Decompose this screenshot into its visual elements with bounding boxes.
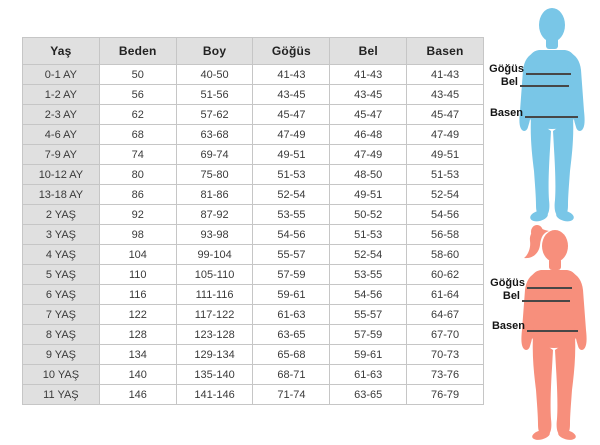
cell-height: 123-128 [176,325,253,345]
cell-height: 99-104 [176,245,253,265]
girl-waist-measure-line [522,300,570,302]
table-row [23,305,484,325]
cell-chest: 51-53 [253,165,330,185]
cell-waist: 61-63 [330,365,407,385]
cell-age: 8 YAŞ [23,325,100,345]
cell-hip: 60-62 [407,265,484,285]
girl-chest-label: Göğüs [490,277,525,289]
cell-height: 87-92 [176,205,253,225]
cell-age: 7-9 AY [23,145,100,165]
cell-age: 10-12 AY [23,165,100,185]
cell-chest: 52-54 [253,185,330,205]
cell-waist: 59-61 [330,345,407,365]
table-row [23,325,484,345]
cell-age: 2 YAŞ [23,205,100,225]
cell-height: 135-140 [176,365,253,385]
column-header-gogus: Göğüs [253,38,330,65]
table-row [23,125,484,145]
cell-chest: 68-71 [253,365,330,385]
cell-size: 92 [99,205,176,225]
cell-chest: 53-55 [253,205,330,225]
cell-hip: 56-58 [407,225,484,245]
cell-chest: 57-59 [253,265,330,285]
cell-hip: 58-60 [407,245,484,265]
table-row [23,205,484,225]
column-header-boy: Boy [176,38,253,65]
cell-chest: 54-56 [253,225,330,245]
table-row [23,165,484,185]
cell-age: 2-3 AY [23,105,100,125]
cell-chest: 41-43 [253,65,330,85]
cell-chest: 63-65 [253,325,330,345]
cell-age: 4 YAŞ [23,245,100,265]
cell-waist: 49-51 [330,185,407,205]
cell-chest: 71-74 [253,385,330,405]
cell-height: 141-146 [176,385,253,405]
cell-waist: 50-52 [330,205,407,225]
cell-hip: 45-47 [407,105,484,125]
cell-chest: 43-45 [253,85,330,105]
cell-age: 0-1 AY [23,65,100,85]
cell-size: 98 [99,225,176,245]
cell-age: 10 YAŞ [23,365,100,385]
boy-waist-label: Bel [500,76,518,88]
cell-height: 63-68 [176,125,253,145]
cell-waist: 47-49 [330,145,407,165]
cell-age: 13-18 AY [23,185,100,205]
cell-hip: 54-56 [407,205,484,225]
cell-chest: 55-57 [253,245,330,265]
cell-waist: 63-65 [330,385,407,405]
cell-chest: 65-68 [253,345,330,365]
table-row [23,385,484,405]
cell-waist: 52-54 [330,245,407,265]
girl-hip-measure-line [527,330,578,332]
cell-hip: 67-70 [407,325,484,345]
boy-waist-measure-line [520,85,569,87]
column-header-basen: Basen [407,38,484,65]
column-header-yas: Yaş [23,38,100,65]
cell-size: 86 [99,185,176,205]
cell-chest: 59-61 [253,285,330,305]
cell-height: 111-116 [176,285,253,305]
cell-size: 50 [99,65,176,85]
cell-waist: 41-43 [330,65,407,85]
cell-chest: 49-51 [253,145,330,165]
boy-hip-label: Basen [489,107,523,119]
table-row [23,365,484,385]
cell-size: 104 [99,245,176,265]
cell-hip: 51-53 [407,165,484,185]
boy-chest-label: Göğüs [489,63,524,75]
cell-size: 134 [99,345,176,365]
table-header-row [23,38,484,65]
cell-age: 1-2 AY [23,85,100,105]
cell-age: 6 YAŞ [23,285,100,305]
cell-height: 93-98 [176,225,253,245]
column-header-bel: Bel [330,38,407,65]
cell-size: 56 [99,85,176,105]
girl-waist-label: Bel [502,290,520,302]
cell-hip: 49-51 [407,145,484,165]
cell-age: 4-6 AY [23,125,100,145]
table-row [23,145,484,165]
girl-chest-measure-line [527,287,572,289]
table-row [23,345,484,365]
cell-hip: 64-67 [407,305,484,325]
cell-height: 51-56 [176,85,253,105]
cell-height: 69-74 [176,145,253,165]
table-row [23,225,484,245]
cell-size: 116 [99,285,176,305]
cell-size: 128 [99,325,176,345]
cell-height: 40-50 [176,65,253,85]
cell-size: 146 [99,385,176,405]
cell-size: 62 [99,105,176,125]
cell-hip: 47-49 [407,125,484,145]
cell-waist: 46-48 [330,125,407,145]
table-body [23,65,484,405]
cell-waist: 55-57 [330,305,407,325]
cell-chest: 47-49 [253,125,330,145]
cell-waist: 45-47 [330,105,407,125]
cell-waist: 43-45 [330,85,407,105]
size-table [22,37,484,405]
table-row [23,85,484,105]
table-row [23,265,484,285]
cell-waist: 48-50 [330,165,407,185]
cell-age: 11 YAŞ [23,385,100,405]
cell-size: 74 [99,145,176,165]
girl-hip-label: Basen [491,320,525,332]
cell-chest: 61-63 [253,305,330,325]
cell-height: 57-62 [176,105,253,125]
cell-age: 7 YAŞ [23,305,100,325]
boy-chest-measure-line [526,73,571,75]
cell-age: 3 YAŞ [23,225,100,245]
cell-hip: 61-64 [407,285,484,305]
cell-height: 117-122 [176,305,253,325]
cell-chest: 45-47 [253,105,330,125]
cell-height: 81-86 [176,185,253,205]
table-row [23,105,484,125]
cell-waist: 54-56 [330,285,407,305]
table-row [23,285,484,305]
cell-hip: 52-54 [407,185,484,205]
table-row [23,65,484,85]
cell-hip: 76-79 [407,385,484,405]
table-row [23,245,484,265]
cell-waist: 53-55 [330,265,407,285]
cell-height: 105-110 [176,265,253,285]
table-row [23,185,484,205]
cell-age: 5 YAŞ [23,265,100,285]
boy-hip-measure-line [525,116,578,118]
cell-hip: 43-45 [407,85,484,105]
cell-height: 129-134 [176,345,253,365]
cell-size: 110 [99,265,176,285]
cell-waist: 51-53 [330,225,407,245]
cell-hip: 73-76 [407,365,484,385]
cell-age: 9 YAŞ [23,345,100,365]
cell-size: 122 [99,305,176,325]
cell-size: 80 [99,165,176,185]
cell-hip: 41-43 [407,65,484,85]
cell-waist: 57-59 [330,325,407,345]
column-header-beden: Beden [99,38,176,65]
cell-hip: 70-73 [407,345,484,365]
cell-size: 140 [99,365,176,385]
cell-height: 75-80 [176,165,253,185]
cell-size: 68 [99,125,176,145]
